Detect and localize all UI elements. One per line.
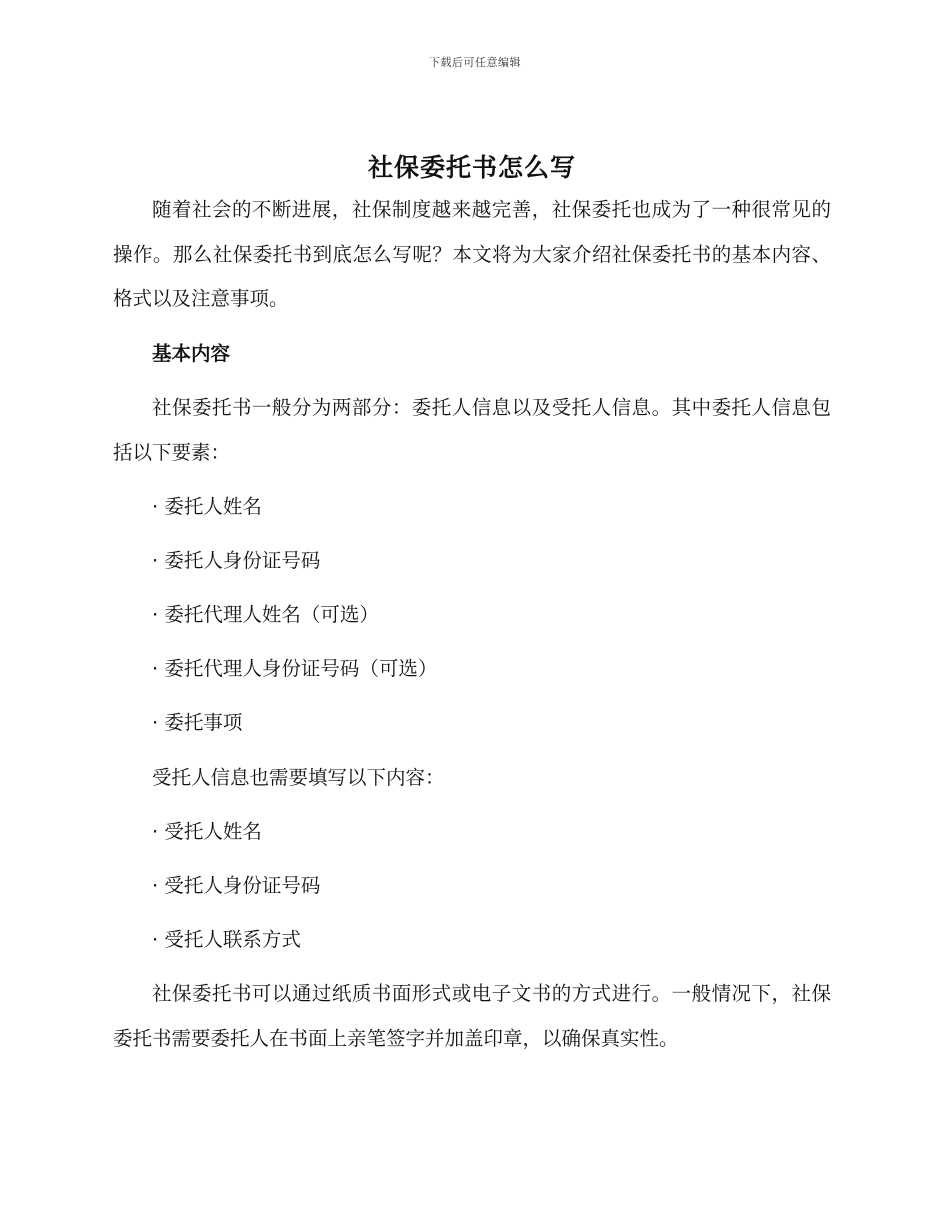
list-item: · 委托代理人姓名（可选） <box>152 603 379 627</box>
document-body <box>113 148 831 1061</box>
list-item: · 委托人姓名 <box>152 494 262 518</box>
document-title: 社保委托书怎么写 <box>367 153 576 182</box>
list-item: · 受托人姓名 <box>152 819 262 843</box>
intro-paragraph: 随着社会的不断进展，社保制度越来越完善，社保委托也成为了一种很常见的操作。那么社保委托书到底怎么写呢？本文将为大家介绍社保委托书的基本内容、格式以及注意事项。 <box>113 198 831 310</box>
list-item: · 受托人身份证号码 <box>152 874 321 897</box>
parts-paragraph: 社保委托书一般分为两部分：委托人信息以及受托人信息。其中委托人信息包括以下要素： <box>113 396 831 464</box>
section-heading-basic-content: 基本内容 <box>152 341 231 365</box>
list-item: · 受托人联系方式 <box>152 928 301 952</box>
header-note: 下载后可任意编辑 <box>429 56 521 69</box>
list-item: · 委托事项 <box>152 711 243 735</box>
list-item: · 委托人身份证号码 <box>152 548 321 572</box>
form-paragraph: 社保委托书可以通过纸质书面形式或电子文书的方式进行。一般情况下，社保委托书需要委托人在书面上亲笔签字并加盖印章，以确保真实性。 <box>113 982 831 1050</box>
list-item: · 委托代理人身份证号码（可选） <box>152 657 438 681</box>
trustee-paragraph: 受托人信息也需要填写以下内容： <box>152 765 445 789</box>
